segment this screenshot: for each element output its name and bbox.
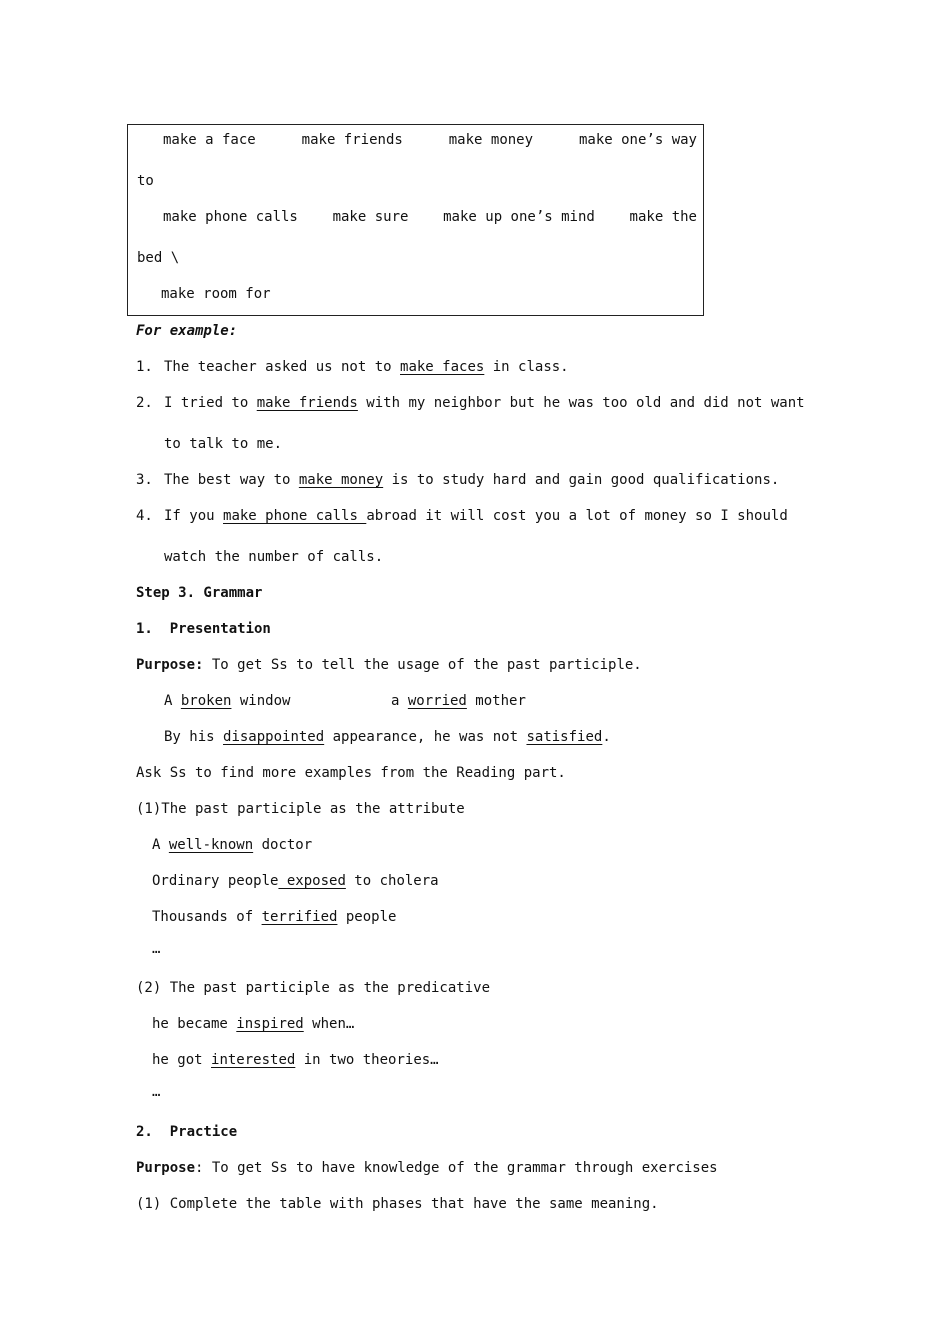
phrase: make the xyxy=(629,209,697,225)
example-2-number: 2. xyxy=(136,395,153,411)
example-broken-window: A broken window xyxy=(164,693,291,709)
phrase-row-1-cont: to xyxy=(137,173,154,189)
phrase: make up one’s mind xyxy=(443,209,595,225)
example-disappointed: By his disappointed appearance, he was not satisfied. xyxy=(164,729,611,745)
phrase-row-1 xyxy=(163,131,697,149)
phrase-row-2 xyxy=(163,208,697,226)
attribute-example-3: Thousands of terrified people xyxy=(152,909,397,925)
phrase: make sure xyxy=(332,209,409,225)
step-heading: Step 3. Grammar xyxy=(136,585,263,601)
predicative-heading: (2) The past participle as the predicative xyxy=(136,980,491,996)
predicative-example-1: he became inspired when… xyxy=(152,1016,355,1032)
presentation-heading: 1. Presentation xyxy=(136,621,271,637)
complete-instruction: (1) Complete the table with phases that have the same meaning. xyxy=(136,1196,659,1212)
example-2-cont: to talk to me. xyxy=(164,436,283,452)
example-2: I tried to make friends with my neighbor but he was too old and did not want xyxy=(164,395,805,411)
phrase: make one’s way xyxy=(578,132,697,148)
example-4: If you make phone calls abroad it will cost you a lot of money so I should xyxy=(164,508,788,524)
phrase: make money xyxy=(448,132,534,148)
purpose-2-line: Purpose: To get Ss to have knowledge of the grammar through exercises xyxy=(136,1160,718,1176)
ellipsis: … xyxy=(152,1084,161,1100)
examples-heading: For example: xyxy=(136,323,238,339)
phrase-box xyxy=(127,124,704,316)
attribute-example-1: A well-known doctor xyxy=(152,837,313,853)
phrase-row-3: make room for xyxy=(161,286,271,302)
example-3: The best way to make money is to study hard and gain good qualifications. xyxy=(164,472,780,488)
attribute-example-2: Ordinary people exposed to cholera xyxy=(152,873,439,889)
phrase-row-2-cont: bed \ xyxy=(137,250,180,266)
example-1: The teacher asked us not to make faces in class. xyxy=(164,359,569,375)
phrase: make friends xyxy=(301,132,403,148)
purpose-line: Purpose: To get Ss to tell the usage of the past participle. xyxy=(136,657,642,673)
predicative-example-2: he got interested in two theories… xyxy=(152,1052,439,1068)
phrase: make phone calls xyxy=(163,209,298,225)
ellipsis: … xyxy=(152,941,161,957)
ask-line: Ask Ss to find more examples from the Reading part. xyxy=(136,765,566,781)
example-3-number: 3. xyxy=(136,472,153,488)
phrase: make a face xyxy=(163,132,256,148)
example-4-number: 4. xyxy=(136,508,153,524)
example-1-number: 1. xyxy=(136,359,153,375)
example-4-cont: watch the number of calls. xyxy=(164,549,384,565)
attribute-heading: (1)The past participle as the attribute xyxy=(136,801,465,817)
practice-heading: 2. Practice xyxy=(136,1124,238,1140)
example-worried-mother: a worried mother xyxy=(391,693,526,709)
